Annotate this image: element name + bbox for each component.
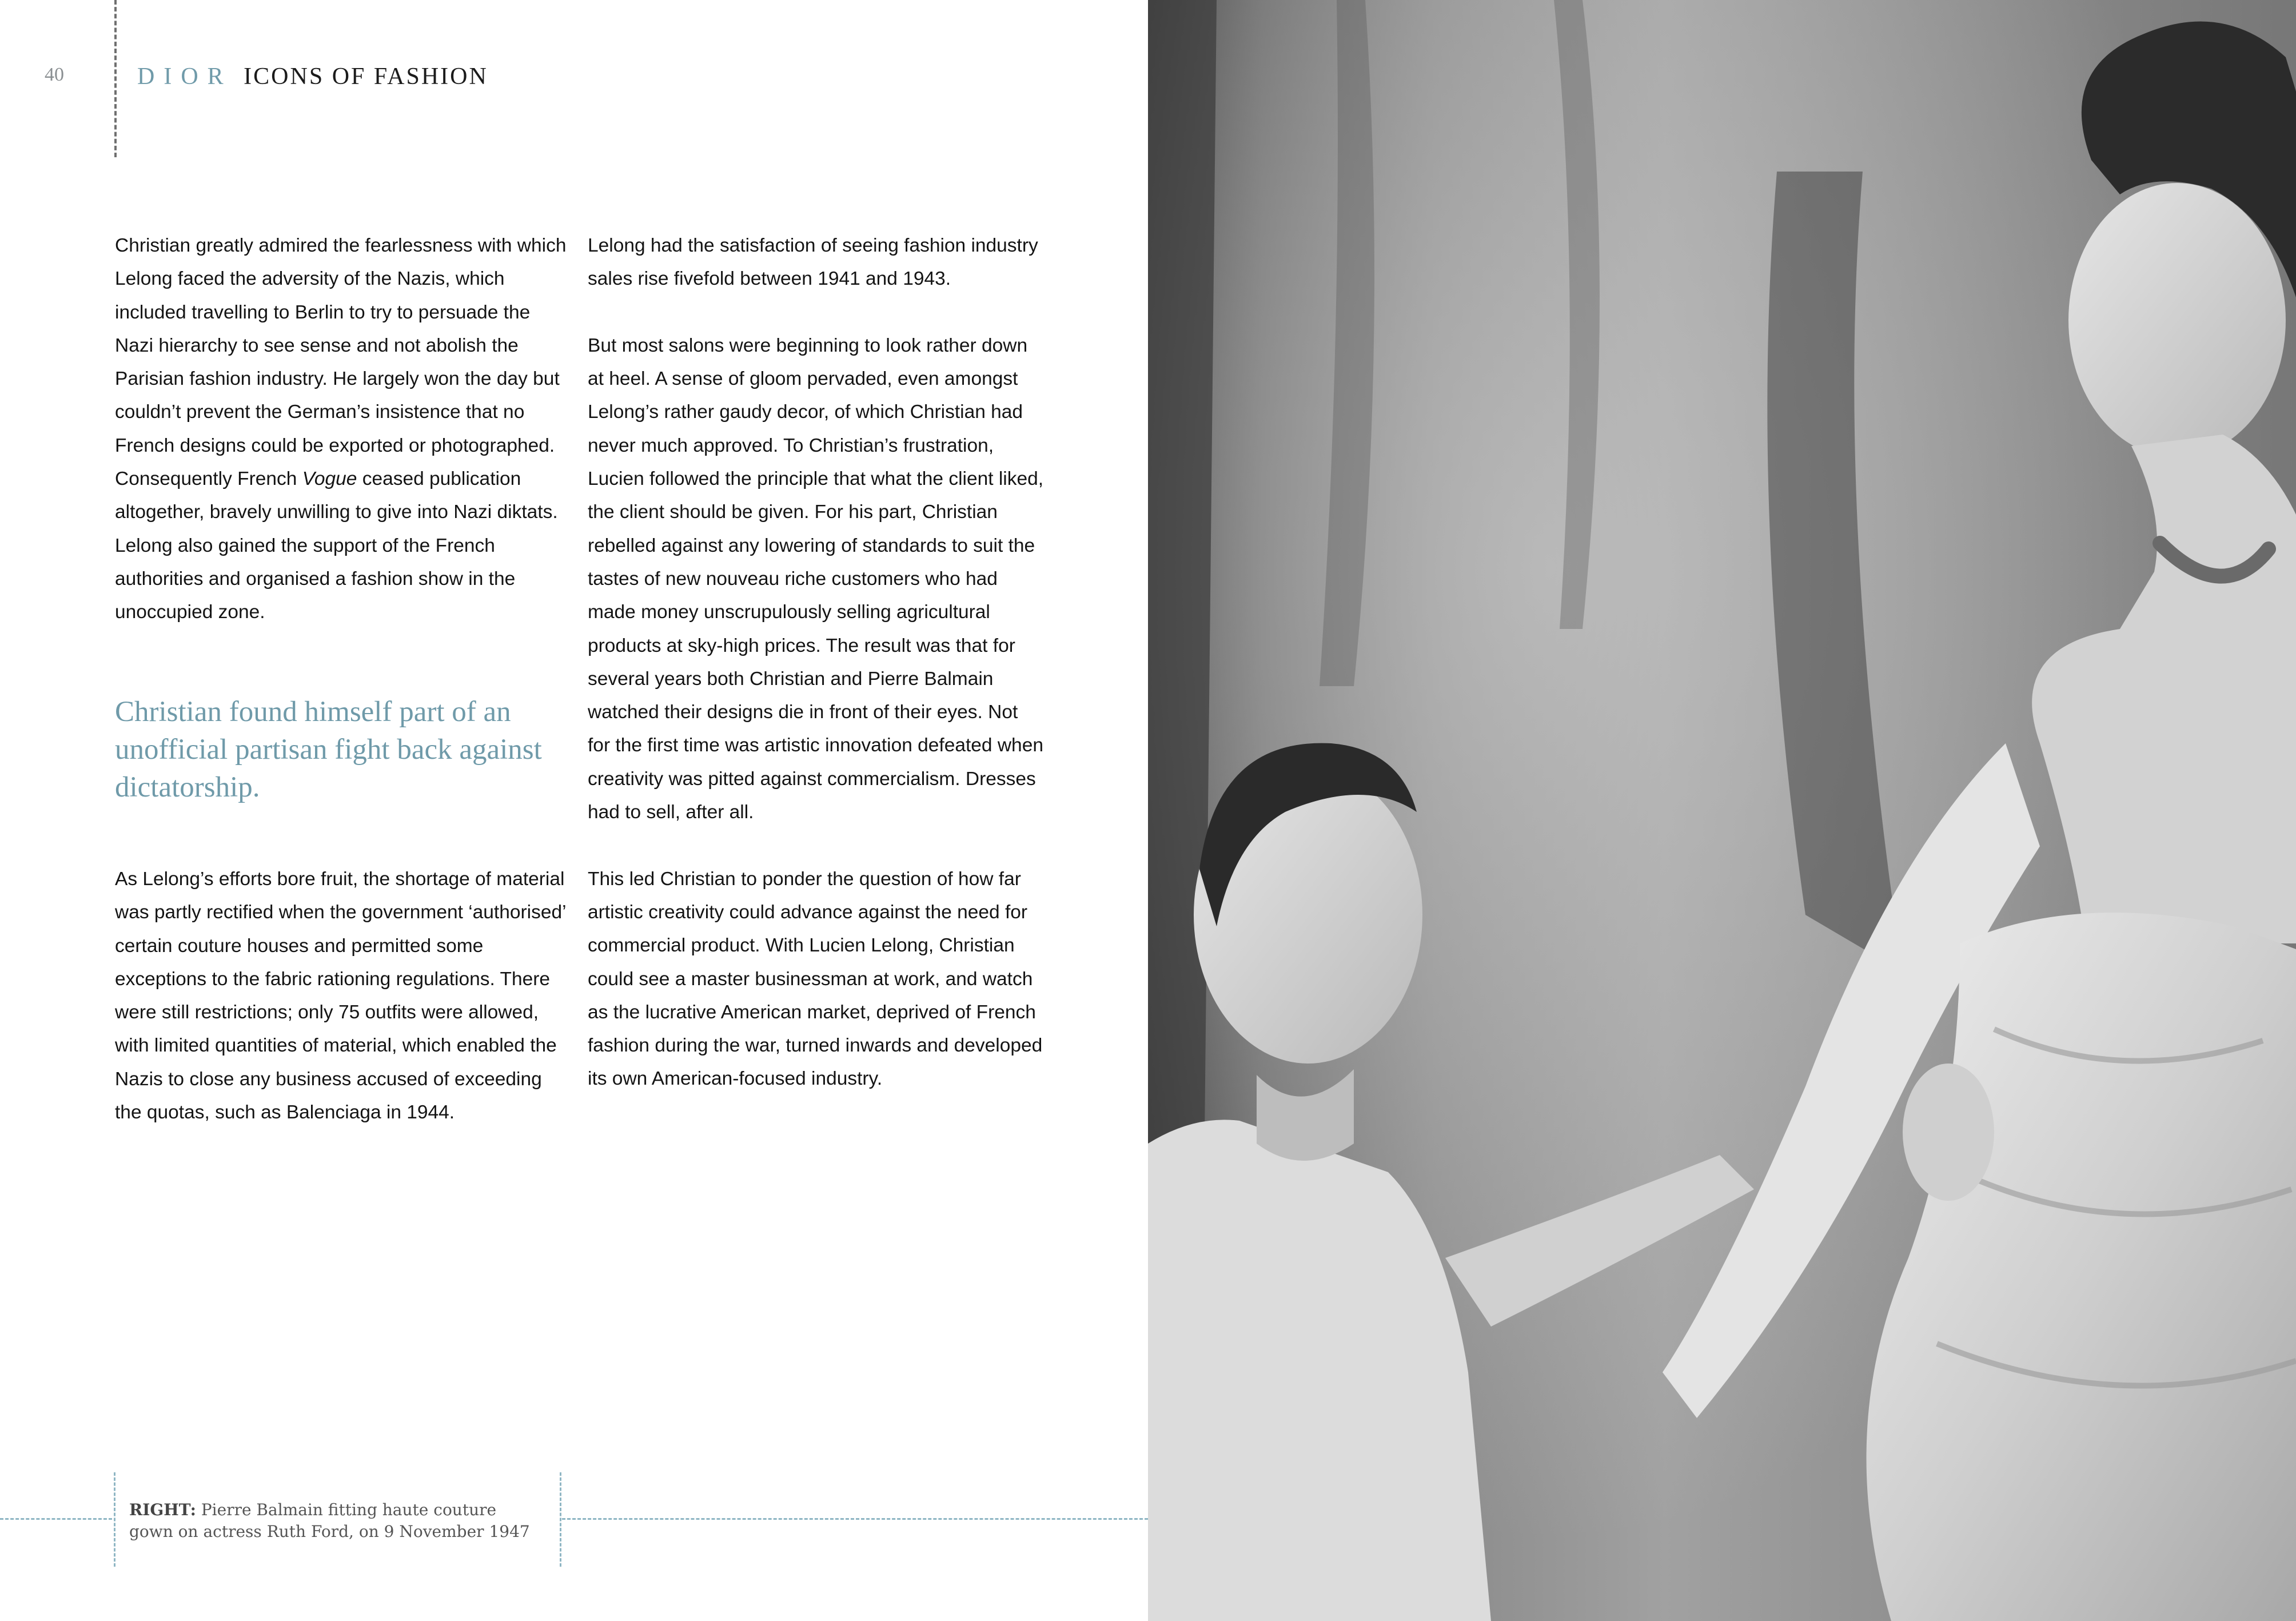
section-title: ICONS OF FASHION — [244, 63, 488, 90]
paragraph — [115, 229, 567, 630]
caption-rule-vertical-left — [114, 1472, 115, 1567]
pull-quote: Christian found himself part of an unofficial partisan fight back against dictatorship. — [115, 696, 542, 803]
paragraph: But most salons were beginning to look rather down at heel. A sense of gloom pervaded, even amongst Lelong’s rather gaudy decor, of which Christian had never much approved. To Christian’s frustration, Lucien followed the principle that what the client liked, the client should be given. For his part, Christian rebelled against any lowering of standards to suit the tastes of new nouveau riche customers who had made money unscrupulously selling agricultural products at sky-high prices. The result was that for several years both Christian and Pierre Balmain watched their designs die in front of their eyes. Not for the first time was artistic innovation defeated when creativity was pitted against commercialism. Dresses had to sell, after all. — [588, 334, 1044, 823]
paragraph: As Lelong’s efforts bore fruit, the shortage of material was partly rectified when the government ‘authorised’ certain couture houses and permitted some exceptions to the fabric rationing regulations. There were still restrictions; only 75 outfits were allowed, with limited quantities of material, which enabled the Nazis to close any business accused of exceeding the quotas, such as Balenciaga in 1944. — [115, 869, 566, 1124]
caption-text: Pierre Balmain fitting haute couture gown on actress Ruth Ford, on 9 November 1947 — [129, 1500, 530, 1541]
brand-name: DIOR — [137, 63, 233, 90]
photo-caption — [129, 1499, 541, 1543]
article-column-1 — [115, 229, 567, 630]
caption-rule-left — [0, 1518, 112, 1520]
paragraph-text: ceased publication altogether, bravely unwilling to give into Nazi diktats. Lelong also gained the support of the French authorities and organised a fashion show in the unoccupied zone. — [115, 468, 558, 623]
page-number: 40 — [45, 64, 64, 85]
man-hand — [1903, 1064, 1994, 1201]
woman-face — [2068, 183, 2286, 457]
article-column-1-continued — [115, 863, 567, 1129]
running-header — [137, 63, 488, 90]
caption-label: RIGHT: — [129, 1500, 196, 1519]
photo — [1148, 0, 2296, 1621]
paragraph: This led Christian to ponder the question of how far artistic creativity could advance against the need for commercial product. With Lucien Lelong, Christian could see a master businessman at work, and watch as the lucrative American market, deprived of French fashion during the war, turned inwards and developed its own American-focused industry. — [588, 868, 1043, 1090]
paragraph-text: Christian greatly admired the fearlessness with which Lelong faced the adversity of the Nazis, which included travelling to Berlin to try to persuade the Nazi hierarchy to see sense and not abolish the Parisian fashion industry. He largely won the day but couldn’t prevent the German’s insistence that no French designs could be exported or photographed. Consequently French — [115, 235, 567, 490]
paragraph: Lelong had the satisfaction of seeing fashion industry sales rise fivefold between 1941 and 1943. — [588, 235, 1038, 290]
photo-illustration — [1148, 0, 2296, 1621]
article-column-2 — [588, 229, 1045, 1096]
paragraph-gap — [588, 829, 1045, 862]
paragraph-gap — [588, 296, 1045, 329]
header-divider — [114, 0, 117, 157]
caption-rule-right — [562, 1518, 1148, 1520]
caption-rule-vertical-right — [560, 1472, 561, 1567]
magazine-title: Vogue — [302, 468, 357, 490]
